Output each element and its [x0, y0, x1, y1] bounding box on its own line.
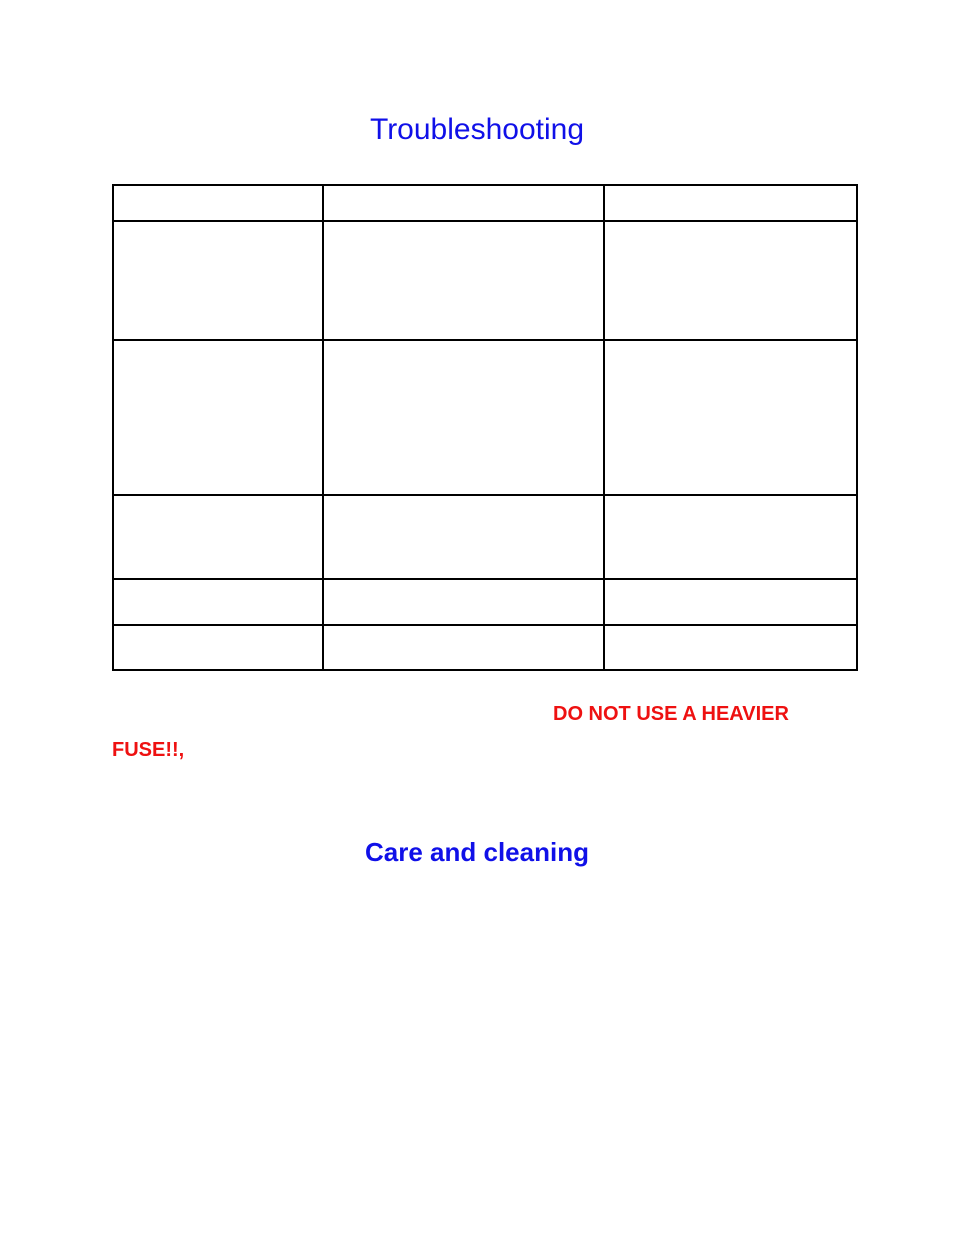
- table-row: [113, 579, 857, 625]
- table-row: [113, 495, 857, 579]
- table-row: [113, 340, 857, 495]
- table-cell: [604, 495, 857, 579]
- troubleshooting-heading: Troubleshooting: [369, 113, 585, 146]
- care-and-cleaning-heading: Care and cleaning: [365, 837, 589, 867]
- table-cell: [323, 340, 604, 495]
- table-cell: [323, 185, 604, 221]
- table-cell: [113, 340, 323, 495]
- table-cell: [604, 579, 857, 625]
- fuse-warning-line-1: DO NOT USE A HEAVIER: [553, 703, 789, 725]
- fuse-warning-line-2: FUSE!!,: [112, 739, 185, 761]
- table-cell: [604, 340, 857, 495]
- table-cell: [113, 579, 323, 625]
- table-cell: [113, 221, 323, 340]
- table-cell: [323, 221, 604, 340]
- table-cell: [113, 625, 323, 670]
- table-cell: [323, 495, 604, 579]
- table-row: [113, 221, 857, 340]
- troubleshooting-table: [112, 184, 858, 671]
- table-cell: [604, 625, 857, 670]
- table-cell: [323, 625, 604, 670]
- table-cell: [604, 185, 857, 221]
- table-row: [113, 625, 857, 670]
- table-row: [113, 185, 857, 221]
- table-cell: [113, 495, 323, 579]
- table-cell: [604, 221, 857, 340]
- table-cell: [323, 579, 604, 625]
- table-cell: [113, 185, 323, 221]
